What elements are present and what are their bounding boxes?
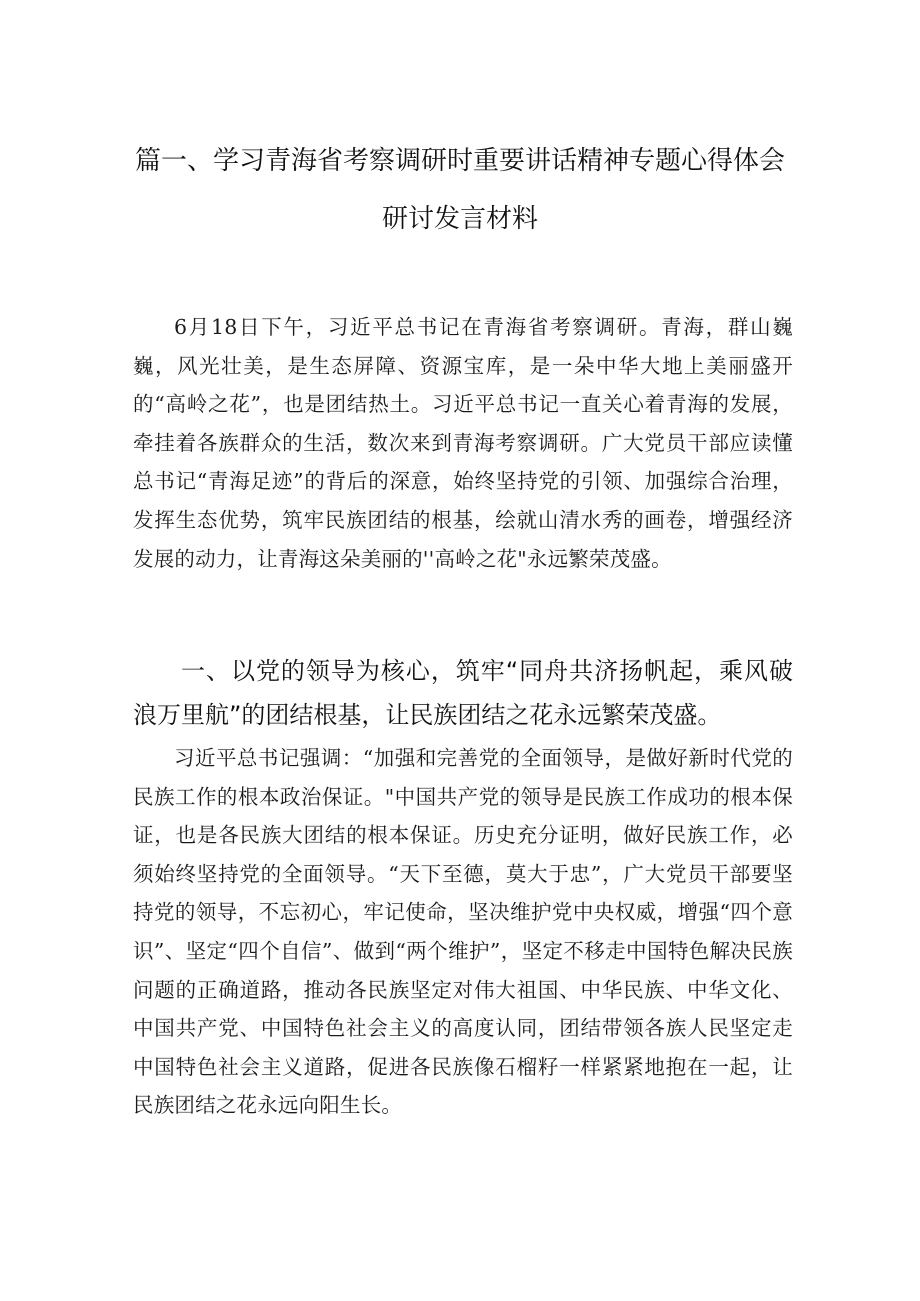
document-title-line-1: 篇一、学习青海省考察调研时重要讲话精神专题心得体会 [134,146,785,176]
section-one-heading: 一、以党的领导为核心，筑牢“同舟共济扬帆起，乘风破浪万里航”的团结根基，让民族团结之花永远繁荣茂盛。 [133,657,793,729]
document-title-line-2: 研讨发言材料 [381,204,538,234]
intro-paragraph: 6月18日下午，习近平总书记在青海省考察调研。青海，群山巍巍，风光壮美，是生态屏障、资源宝库，是一朵中华大地上美丽盛开的“高岭之花”，也是团结热土。习近平总书记一直关心着青海的发展，牵挂着各族群众的生活，数次来到青海考察调研。广大党员干部应读懂总书记“青海足迹”的背后的深意，始终坚持党的引领、加强综合治理，发挥生态优势，筑牢民族团结的根基，绘就山清水秀的画卷，增强经济发展的动力，让青海这朵美丽的''高岭之花"永远繁荣茂盛。 [133,315,793,571]
section-one-paragraph: 习近平总书记强调：“加强和完善党的全面领导，是做好新时代党的民族工作的根本政治保证。"中国共产党的领导是民族工作成功的根本保证，也是各民族大团结的根本保证。历史充分证明，做好民族工作，必须始终坚持党的全面领导。“天下至德，莫大于忠”，广大党员干部要坚持党的领导，不忘初心，牢记使命，坚决维护党中央权威，增强“四个意识”、坚定“四个自信”、做到“两个维护”，坚定不移走中国特色解决民族问题的正确道路，推动各民族坚定对伟大祖国、中华民族、中华文化、中国共产党、中国特色社会主义的高度认同，团结带领各族人民坚定走中国特色社会主义道路，促进各民族像石榴籽一样紧紧地抱在一起，让民族团结之花永远向阳生长。 [133,746,793,1118]
